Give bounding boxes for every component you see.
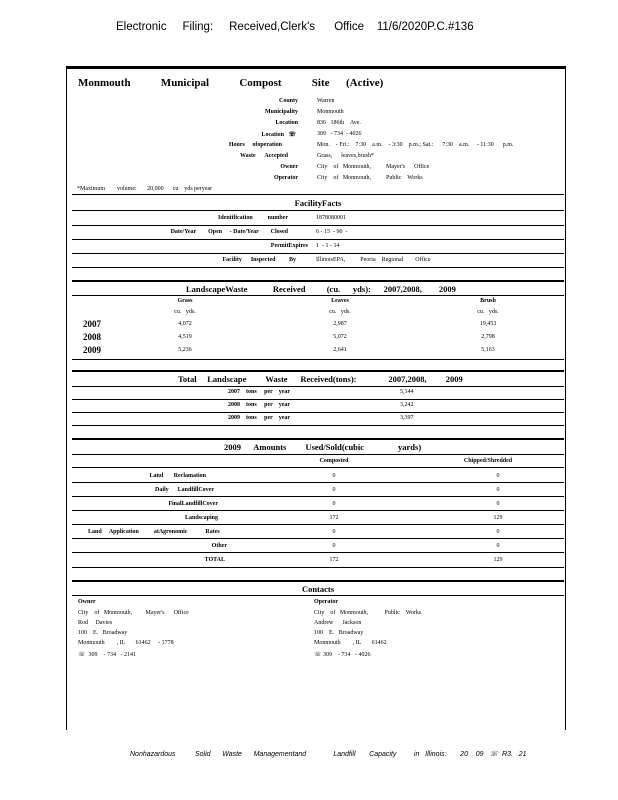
owner-title: Owner xyxy=(78,599,96,605)
owner-line: Rod Davies xyxy=(78,620,113,626)
field-value: 309 - 734 - 4026 xyxy=(317,131,362,137)
tons-value: 3,242 xyxy=(400,402,414,408)
tons-label: 2008 tons per year xyxy=(228,402,291,408)
divider xyxy=(72,253,564,254)
divider xyxy=(72,524,564,525)
usage-label: Landscaping xyxy=(184,515,218,521)
divider xyxy=(72,454,564,455)
field-label: Hours ofoperation xyxy=(228,142,282,148)
tons-label: 2007 tons per year xyxy=(228,389,291,395)
divider xyxy=(72,267,564,268)
composted-total: 172 xyxy=(329,557,339,563)
usage-heading: 2009 Amounts Used/Sold(cubic yards) xyxy=(224,442,422,452)
field-value: City of Monmouth, Public Works xyxy=(317,175,423,181)
usage-label: Land Reclamation xyxy=(149,473,206,479)
chipped-value: 0 xyxy=(496,529,500,535)
usage-total-label: TOTAL xyxy=(204,557,225,563)
brush-value: 2,798 xyxy=(481,334,495,340)
year-label: 2009 xyxy=(83,345,101,355)
divider xyxy=(72,595,564,596)
owner-line: Monmouth , IL 61462 - 1778 xyxy=(78,640,174,646)
field-label: Location xyxy=(275,120,298,126)
composted-value: 172 xyxy=(329,515,339,521)
composted-value: 0 xyxy=(332,501,336,507)
chipped-value: 0 xyxy=(496,501,500,507)
divider xyxy=(72,412,564,413)
year-label: 2008 xyxy=(83,332,101,342)
field-value: 836 186th Ave. xyxy=(317,120,361,126)
col-brush: Brush xyxy=(480,298,496,304)
divider xyxy=(72,496,564,497)
usage-label: Other xyxy=(211,543,227,549)
report-top-rule xyxy=(66,66,566,69)
field-value: City of Monmouth, Mayer's Office xyxy=(317,164,430,170)
field-value: Monmouth xyxy=(317,109,344,115)
composted-value: 0 xyxy=(332,487,336,493)
landscape-heading: LandscapeWaste Received (cu. yds): 2007,2008, 2009 xyxy=(186,284,456,294)
owner-line: City of Monmouth, Mayer's Office xyxy=(78,610,189,616)
col-composted: Composted xyxy=(319,458,349,464)
composted-value: 0 xyxy=(332,543,336,549)
usage-label: FinalLandfillCover xyxy=(168,501,218,507)
operator-phone: ☏ 309 - 734 - 4026 xyxy=(314,652,371,658)
leaves-value: 2,987 xyxy=(333,321,347,327)
owner-phone: ☏ 309 - 734 - 2141 xyxy=(78,652,136,658)
chipped-value: 129 xyxy=(493,515,503,521)
contacts-heading: Contacts xyxy=(301,584,335,594)
tons-value: 3,397 xyxy=(400,415,414,421)
facility-label: Date/Year Open - Date/Year Closed xyxy=(170,229,288,235)
divider xyxy=(72,239,564,240)
divider xyxy=(72,295,564,296)
usage-label: Daily LandfillCover xyxy=(154,487,214,493)
unit-grass: cu. yds. xyxy=(174,309,196,315)
field-label: Municipality xyxy=(264,109,298,115)
chipped-total: 129 xyxy=(493,557,503,563)
operator-line: 100 E. Broadway xyxy=(314,630,364,636)
divider xyxy=(72,567,564,568)
unit-brush: cu. yds. xyxy=(477,309,499,315)
chipped-value: 0 xyxy=(496,473,500,479)
facility-label: PermitExpires xyxy=(270,243,308,249)
owner-line: 100 E. Broadway xyxy=(78,630,128,636)
field-label: County xyxy=(278,98,298,104)
operator-line: City of Monmouth, Public Works xyxy=(314,610,422,616)
grass-value: 4,519 xyxy=(178,334,192,340)
composted-value: 0 xyxy=(332,529,336,535)
site-title: Monmouth Municipal Compost Site (Active) xyxy=(78,77,384,89)
field-label: Waste Accepted xyxy=(240,153,288,159)
year-label: 2007 xyxy=(83,319,101,329)
facility-label: Facility Inspected By xyxy=(222,257,296,263)
divider xyxy=(72,467,564,468)
col-chipped: Chipped/Shredded xyxy=(463,458,513,464)
facility-value: 6 - 15 - 90 - xyxy=(316,229,348,235)
chipped-value: 0 xyxy=(496,487,500,493)
tons-label: 2009 tons per year xyxy=(228,415,291,421)
col-grass: Grass xyxy=(177,298,193,304)
field-label: Location ☏ xyxy=(261,132,296,138)
divider xyxy=(72,359,564,360)
facility-label: Identification number xyxy=(217,215,288,221)
divider xyxy=(72,510,564,511)
divider xyxy=(72,194,564,195)
divider xyxy=(72,210,564,211)
section-rule xyxy=(72,438,564,440)
field-value: Warren xyxy=(317,98,335,104)
operator-line: Andrew Jackson xyxy=(314,620,362,626)
field-value: Mon. - Fri.: 7:30 a.m. - 3:30 p.m.; Sat.: 7:30 a.m. - 11:30 p.m. xyxy=(317,142,514,148)
facility-heading: FacilityFacts xyxy=(294,198,342,208)
section-rule xyxy=(72,280,564,282)
divider xyxy=(72,399,564,400)
divider xyxy=(72,386,564,387)
facility-value: IllinoisEPA, Peoria Regional Office xyxy=(316,257,431,263)
tons-heading: Total Landscape Waste Received(tons): 2007,2008, 2009 xyxy=(178,374,463,384)
field-value: Grass, leaves,brush* xyxy=(317,153,374,159)
brush-value: 5,163 xyxy=(481,347,495,353)
leaves-value: 2,641 xyxy=(333,347,347,353)
field-label: Operator xyxy=(274,175,298,181)
operator-title: Operator xyxy=(314,599,338,605)
facility-value: 1878080001 xyxy=(316,215,346,221)
usage-label: Land Application atAgronomic Rates xyxy=(88,529,220,535)
divider xyxy=(72,538,564,539)
leaves-value: 5,072 xyxy=(333,334,347,340)
facility-value: 1 - 1 - 14 xyxy=(316,243,340,249)
brush-value: 19,453 xyxy=(479,321,497,327)
composted-value: 0 xyxy=(332,473,336,479)
section-rule xyxy=(72,370,564,372)
operator-line: Monmouth , IL 61462 xyxy=(314,640,387,646)
filing-stamp: Electronic Filing: Received,Clerk's Office 11/6/2020P.C.#136 xyxy=(116,21,474,33)
col-leaves: Leaves xyxy=(331,298,349,304)
section-rule xyxy=(72,580,564,582)
report-footer: Nonhazardous Solid Waste Managementand Landfill Capacity in Illinois: 20 09 ☏ R3. 21 xyxy=(130,751,527,758)
field-label: Owner xyxy=(280,164,298,170)
grass-value: 4,072 xyxy=(178,321,192,327)
volume-note: *Maximum volume: 20,000 cu yds peryear xyxy=(77,186,213,192)
divider xyxy=(72,425,564,426)
grass-value: 5,236 xyxy=(178,347,192,353)
divider xyxy=(72,482,564,483)
unit-leaves: cu. yds. xyxy=(329,309,351,315)
tons-value: 5,144 xyxy=(400,389,414,395)
chipped-value: 0 xyxy=(496,543,500,549)
divider xyxy=(72,225,564,226)
divider xyxy=(72,552,564,553)
